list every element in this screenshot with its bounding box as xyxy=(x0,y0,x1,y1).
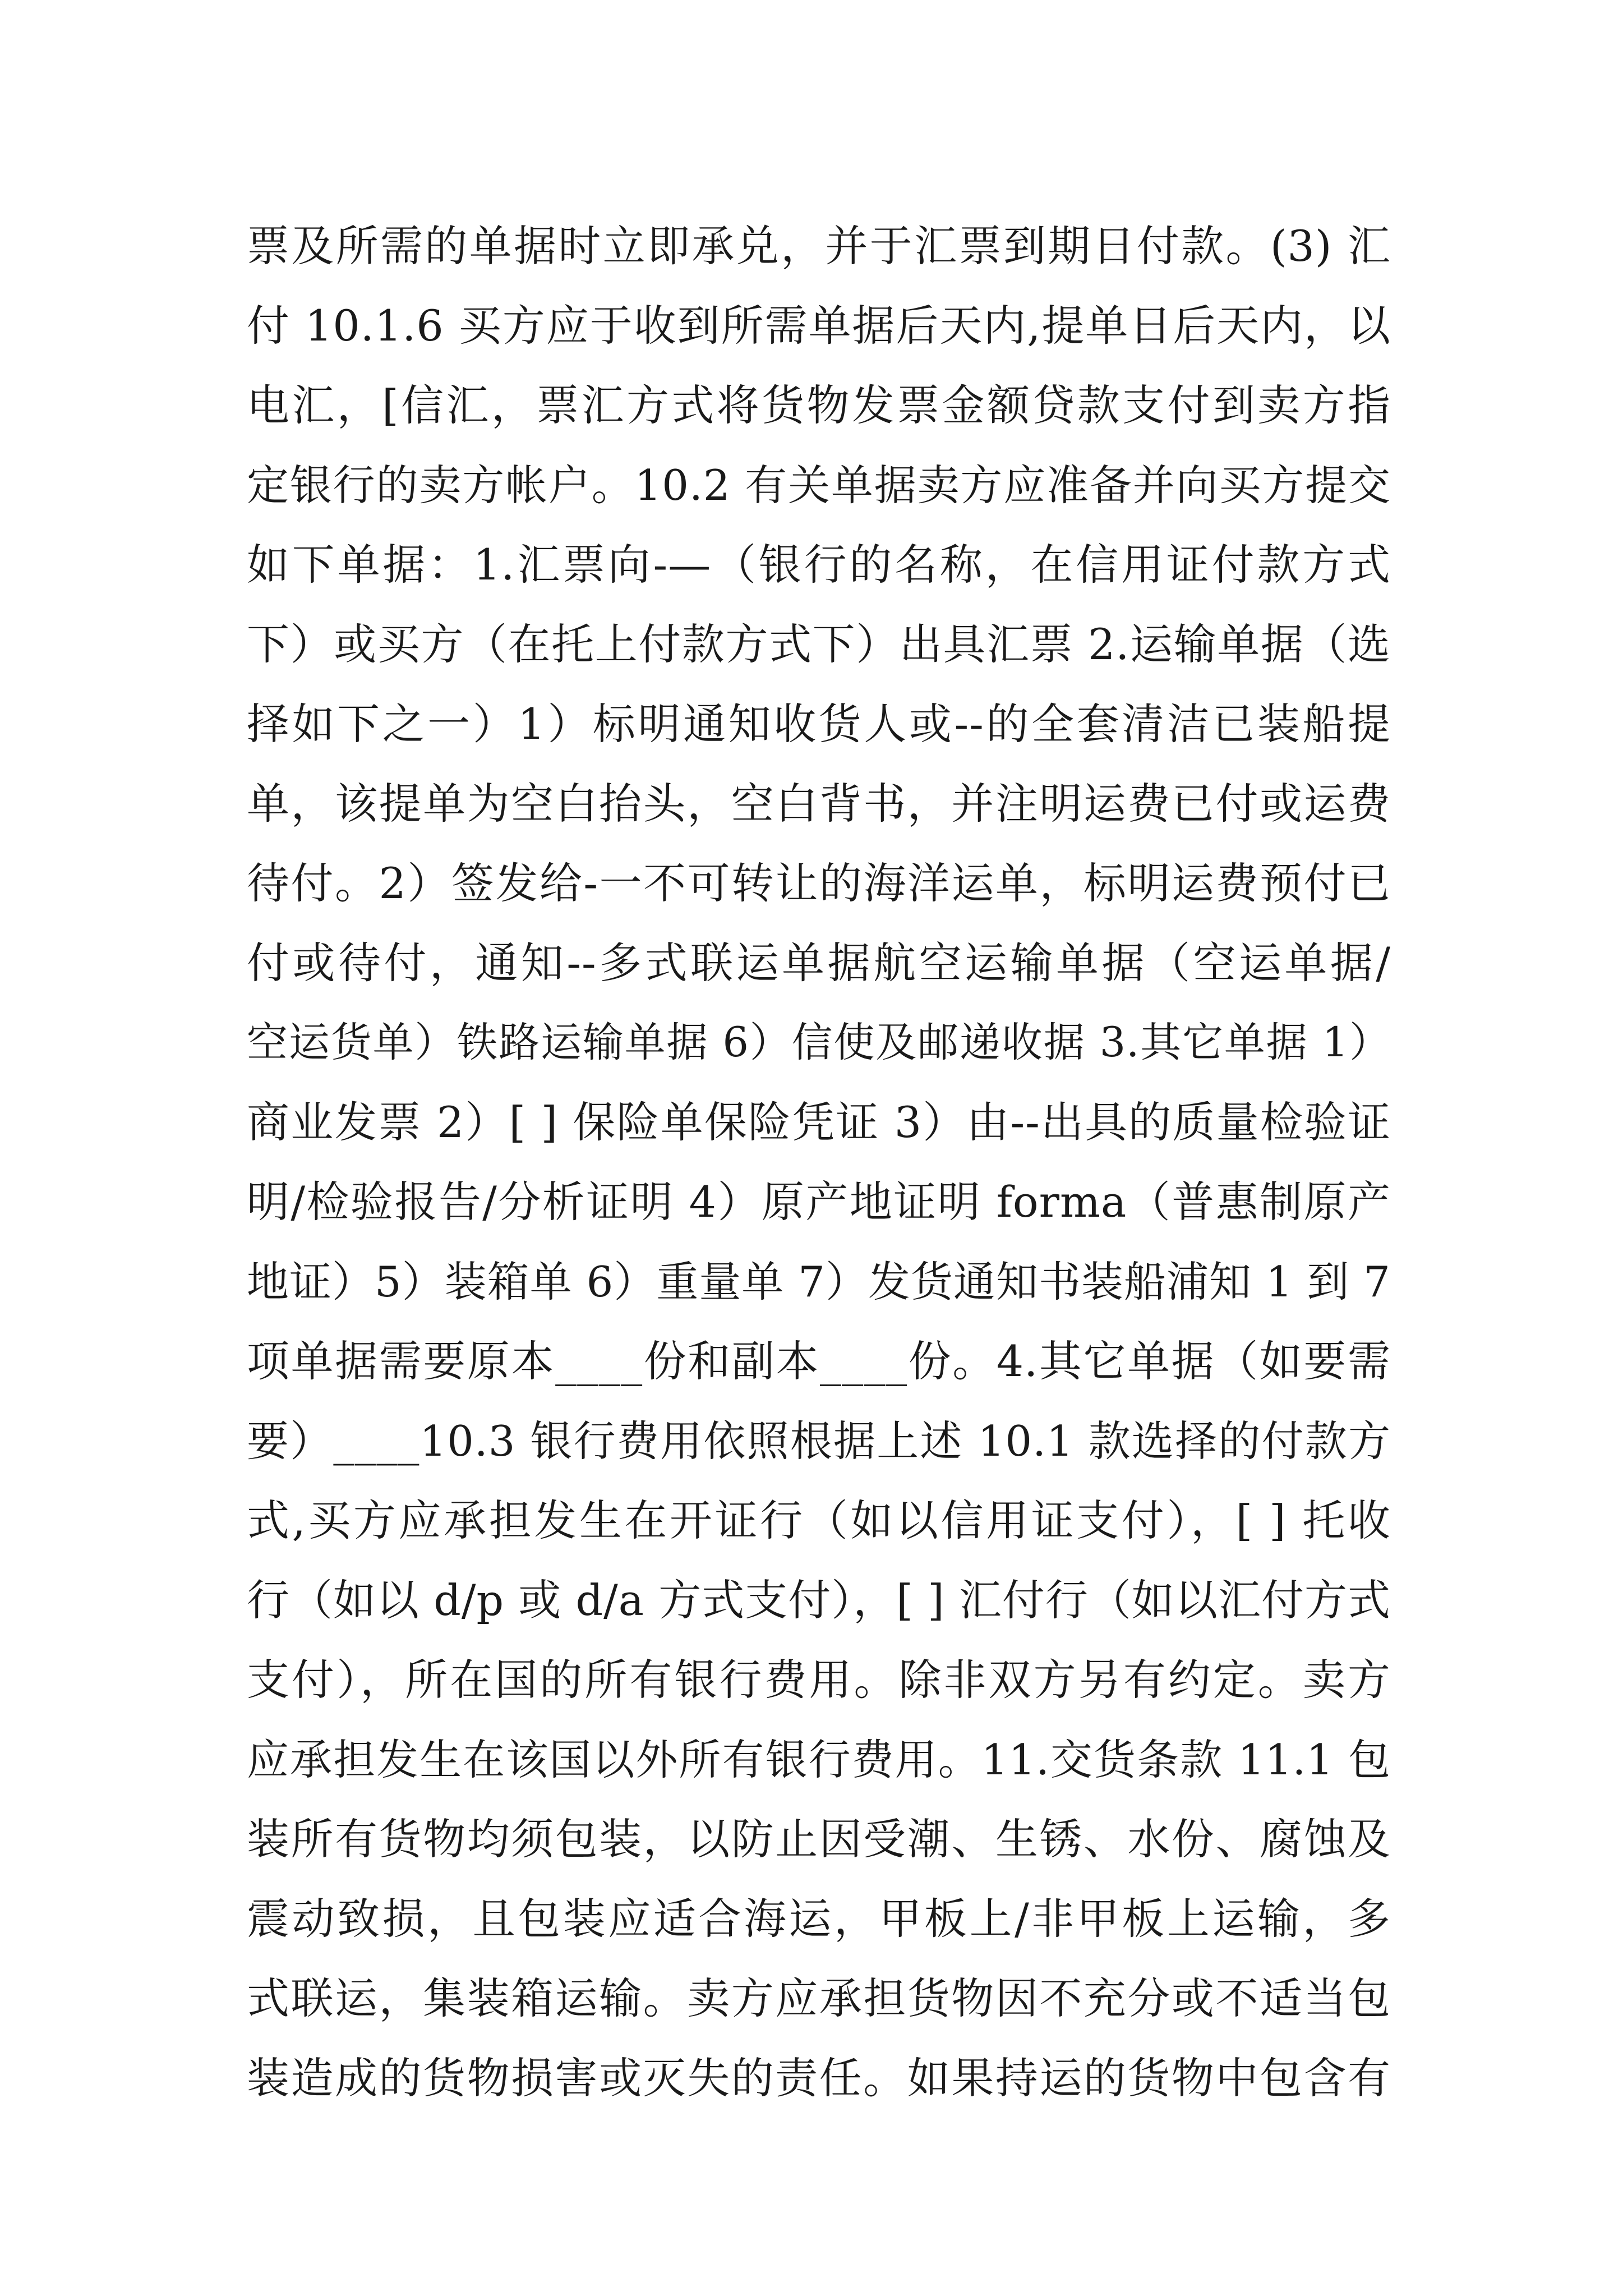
text-line: 式联运，集装箱运输。卖方应承担货物因不充分或不适当包 xyxy=(247,1973,1391,2023)
text-line: 下）或买方（在托上付款方式下）出具汇票 2.运输单据（选 xyxy=(247,619,1391,669)
text-line: 空运货单）铁路运输单据 6）信使及邮递收据 3.其它单据 1） xyxy=(247,1019,1391,1066)
text-line: 行（如以 d/p 或 d/a 方式支付），[ ] 汇付行（如以汇付方式 xyxy=(247,1575,1391,1625)
text-line: 定银行的卖方帐户。10.2 有关单据卖方应准备并向买方提交 xyxy=(247,461,1391,510)
text-line: 如下单据：1.汇票向-—（银行的名称，在信用证付款方式 xyxy=(247,540,1391,590)
text-line: 要）____10.3 银行费用依照根据上述 10.1 款选择的付款方 xyxy=(247,1416,1391,1466)
text-line: 式,买方应承担发生在开证行（如以信用证支付），[ ] 托收 xyxy=(247,1496,1391,1545)
text-line: 电汇，[信汇，票汇方式将货物发票金额贷款支付到卖方指 xyxy=(247,380,1391,430)
text-line: 应承担发生在该国以外所有银行费用。11.交货条款 11.1 包 xyxy=(247,1735,1391,1784)
text-line: 付 10.1.6 买方应于收到所需单据后天内,提单日后天内，以 xyxy=(247,301,1391,351)
text-line: 待付。2）签发给-一不可转让的海洋运单，标明运费预付已 xyxy=(247,858,1391,908)
text-line: 票及所需的单据时立即承兑，并于汇票到期日付款。(3) 汇 xyxy=(247,221,1391,271)
text-line: 付或待付，通知--多式联运单据航空运输单据（空运单据/ xyxy=(247,938,1391,988)
text-line: 项单据需要原本____份和副本____份。4.其它单据（如要需 xyxy=(247,1336,1391,1386)
text-line: 支付），所在国的所有银行费用。除非双方另有约定。卖方 xyxy=(247,1655,1391,1705)
text-line: 商业发票 2）[ ] 保险单保险凭证 3）由--出具的质量检验证 xyxy=(247,1097,1391,1147)
text-line: 地证）5）装箱单 6）重量单 7）发货通知书装船浦知 1 到 7 xyxy=(247,1257,1391,1306)
text-line: 单，该提单为空白抬头，空白背书，并注明运费已付或运费 xyxy=(247,779,1391,829)
text-line: 择如下之一）1）标明通知收货人或--的全套清洁已装船提 xyxy=(247,699,1391,749)
text-line: 明/检验报告/分析证明 4）原产地证明 forma（普惠制原产 xyxy=(247,1177,1391,1227)
contract-body-text xyxy=(247,206,1391,2118)
text-line: 震动致损，且包装应适合海运，甲板上/非甲板上运输，多 xyxy=(247,1894,1391,1944)
text-line: 装造成的货物损害或灭失的责任。如果持运的货物中包含有 xyxy=(247,2053,1391,2103)
text-line: 装所有货物均须包装，以防止因受潮、生锈、水份、腐蚀及 xyxy=(247,1814,1391,1864)
